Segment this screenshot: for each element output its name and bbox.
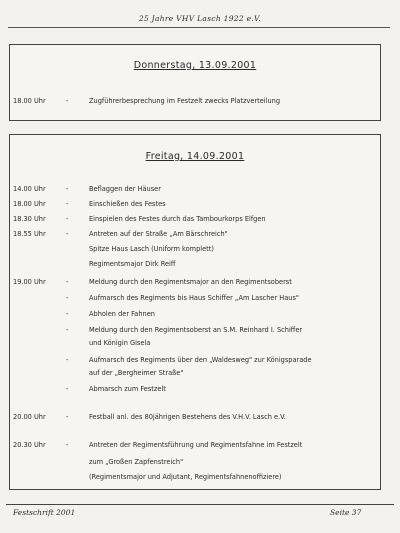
row-text: Aufmarsch des Regiments bis Haus Schiffer „Am Lascher Haus" [89, 294, 299, 302]
footer-divider [6, 504, 394, 505]
schedule-row [10, 366, 380, 380]
row-text: Antreten der Regimentsführung und Regimentsfahne im Festzelt [89, 441, 303, 449]
schedule-row [10, 410, 380, 424]
day-heading-thursday: Donnerstag, 13.09.2001 [133, 60, 257, 71]
row-text: und Königin Gisela [89, 339, 151, 347]
row-dash: - [66, 413, 69, 421]
row-dash: - [66, 230, 69, 238]
footer-publication: Festschrift 2001 [13, 508, 76, 517]
schedule-box-friday [9, 134, 381, 490]
row-dash: - [66, 185, 69, 193]
row-text: zum „Großen Zapfenstreich" [89, 458, 184, 466]
day-heading-friday: Freitag, 14.09.2001 [145, 151, 245, 162]
row-text: Aufmarsch des Regiments über den „Waldesweg" zur Königsparade [89, 356, 312, 364]
header-divider [8, 27, 390, 28]
schedule-row [10, 257, 380, 271]
row-text: Festball anl. des 80jährigen Bestehens des V.H.V. Lasch e.V. [89, 413, 286, 421]
schedule-row [10, 336, 380, 350]
schedule-row [10, 242, 380, 256]
row-text: Beflaggen der Häuser [89, 185, 161, 193]
row-dash: - [66, 441, 69, 449]
row-text: auf der „Bergheimer Straße" [89, 369, 184, 377]
row-dash: - [66, 278, 69, 286]
schedule-row [10, 438, 380, 452]
row-text: Meldung durch den Regimentsoberst an S.M. Reinhard I. Schiffer [89, 326, 303, 334]
row-time: 20.00 Uhr [13, 413, 46, 421]
schedule-row [10, 212, 380, 226]
row-text: Spitze Haus Lasch (Uniform komplett) [89, 245, 214, 253]
page-header-title: 25 Jahre VHV Lasch 1922 e.V. [138, 14, 262, 23]
row-text: Einschießen des Festes [89, 200, 166, 208]
row-dash: - [66, 294, 69, 302]
schedule-row [10, 182, 380, 196]
row-time: 18.55 Uhr [13, 230, 46, 238]
row-dash: - [66, 326, 69, 334]
row-dash: - [66, 97, 69, 105]
row-text: Abholen der Fahnen [89, 310, 155, 318]
row-text: Antreten auf der Straße „Am Bärschreich" [89, 230, 228, 238]
row-text: (Regimentsmajor und Adjutant, Regimentsfahnenoffiziere) [89, 473, 282, 481]
schedule-row [10, 94, 380, 108]
schedule-row [10, 455, 380, 469]
footer-page-number: Seite 37 [330, 508, 362, 517]
schedule-row [10, 275, 380, 289]
schedule-row [10, 353, 380, 367]
schedule-row [10, 382, 380, 396]
row-text: Regimentsmajor Dirk Reiff [89, 260, 176, 268]
row-text: Abmarsch zum Festzelt [89, 385, 166, 393]
schedule-box-thursday [9, 44, 381, 121]
row-time: 18.00 Uhr [13, 200, 46, 208]
row-text: Zugführerbesprechung im Festzelt zwecks Platzverteilung [89, 97, 281, 105]
row-time: 18.30 Uhr [13, 215, 46, 223]
row-time: 20.30 Uhr [13, 441, 46, 449]
row-text: Meldung durch den Regimentsmajor an den Regimentsoberst [89, 278, 292, 286]
schedule-row [10, 470, 380, 484]
schedule-row [10, 307, 380, 321]
row-dash: - [66, 200, 69, 208]
row-time: 14.00 Uhr [13, 185, 46, 193]
row-dash: - [66, 356, 69, 364]
row-text: Einspielen des Festes durch das Tambourkorps Elfgen [89, 215, 266, 223]
row-dash: - [66, 215, 69, 223]
row-dash: - [66, 385, 69, 393]
schedule-row [10, 291, 380, 305]
schedule-row [10, 323, 380, 337]
schedule-row [10, 227, 380, 241]
row-time: 19.00 Uhr [13, 278, 46, 286]
row-time: 18.00 Uhr [13, 97, 46, 105]
schedule-row [10, 197, 380, 211]
row-dash: - [66, 310, 69, 318]
